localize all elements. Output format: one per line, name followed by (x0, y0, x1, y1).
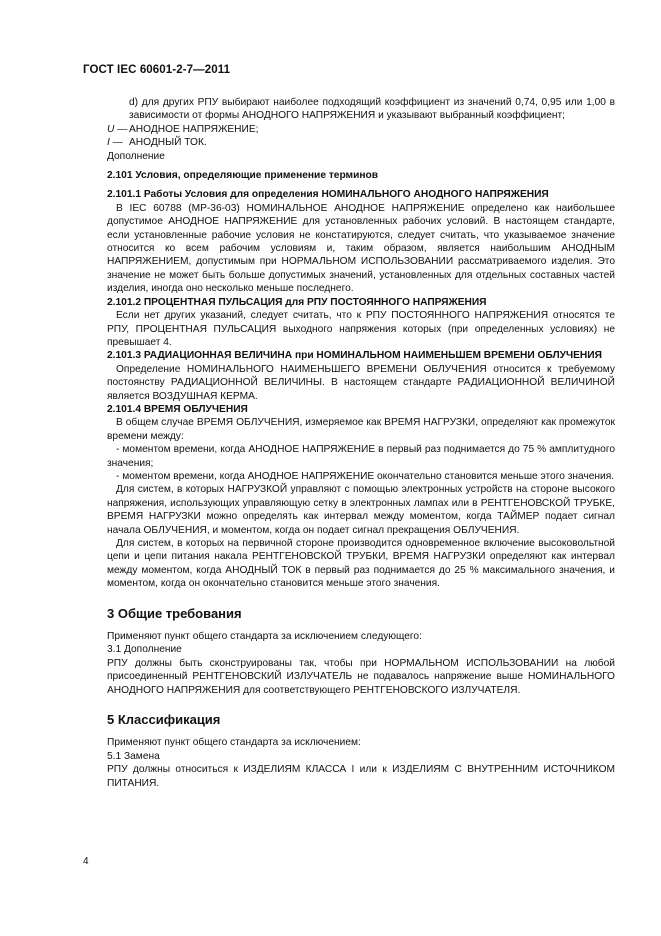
section-2-101-1-text: В IEC 60788 (МР-36-03) НОМИНАЛЬНОЕ АНОДНОЕ НАПРЯЖЕНИЕ определено как наибольшее допустимое АНОДНОЕ НАПРЯЖЕНИЕ для установленных рабочих условий. В настоящем стандарте, если установленные рабочие условия не констатируются, следует считать, что указываемое значение относится ко всем рабочим условиям и, таким образом, является наибольшим АНОДНЫМ НАПРЯЖЕНИЕМ, допустимым при НОРМАЛЬНОМ ИСПОЛЬЗОВАНИИ рассматриваемого изделия. Это значение не может быть больше допустимых значений, установленных для отдельных составных частей изделия, иногда оно несколько меньше последнего. (107, 202, 615, 295)
section-2-101-4-para-1: В общем случае ВРЕМЯ ОБЛУЧЕНИЯ, измеряемое как ВРЕМЯ НАГРУЗКИ, определяют как промежуток времени между: (107, 417, 615, 442)
symbol-label: U — (107, 123, 128, 135)
symbol-label: I — (107, 137, 123, 149)
section-5-title: 5 Классификация (107, 712, 221, 728)
section-2-101-4-para-2: - моментом времени, когда АНОДНОЕ НАПРЯЖЕНИЕ в первый раз поднимается до 75 % амплитудного значения; (107, 444, 615, 469)
section-2-101-3-text: Определение НОМИНАЛЬНОГО НАИМЕНЬШЕГО ВРЕМЕНИ ОБЛУЧЕНИЯ относится к требуемому постоянству РАДИАЦИОННОЙ ВЕЛИЧИНЫ. В настоящем стандарте РАДИАЦИОННОЙ ВЕЛИЧИНОЙ является ВОЗДУШНАЯ КЕРМА. (107, 363, 615, 402)
section-3-1-title: 3.1 Дополнение (107, 644, 182, 656)
section-5-1-text: РПУ должны относиться к ИЗДЕЛИЯМ КЛАССА I или к ИЗДЕЛИЯМ С ВНУТРЕННИМ ИСТОЧНИКОМ ПИТАНИЯ. (107, 764, 615, 789)
section-3-para-1: Применяют пункт общего стандарта за исключением следующего: (107, 631, 422, 643)
section-2-101-4-para-5: Для систем, в которых на первичной стороне производится одновременное включение высоковольтной цепи и цепи питания накала РЕНТГЕНОВСКОЙ ТРУБКИ, ВРЕМЯ НАГРУЗКИ определяют как интервал между моментом, когда АНОДНЫЙ ТОК в первый раз поднимается до 25 % максимального значения, и моментом, когда он окончательно становится меньше этого значения. (107, 538, 615, 590)
section-3-title: 3 Общие требования (107, 605, 242, 621)
section-2-101-4-para-4: Для систем, в которых НАГРУЗКОЙ управляют с помощью электронных устройств на стороне высокого напряжения, использующих управляющую сетку в электронных лампах или в РЕНТГЕНОВСКОЙ ТРУБКЕ, ВРЕМЯ НАГРУЗКИ можно определять как интервал между моментом, когда ТАЙМЕР подает сигнал начала ОБЛУЧЕНИЯ, и моментом, когда он подает сигнал прекращения ОБЛУЧЕНИЯ. (107, 484, 615, 536)
section-2-101-1-title: 2.101.1 Работы Условия для определения НОМИНАЛЬНОГО АНОДНОГО НАПРЯЖЕНИЯ (107, 189, 549, 201)
symbol-definition-i (107, 136, 615, 149)
section-2-101-3-title: 2.101.3 РАДИАЦИОННАЯ ВЕЛИЧИНА при НОМИНАЛЬНОМ НАИМЕНЬШЕМ ВРЕМЕНИ ОБЛУЧЕНИЯ (107, 350, 602, 362)
section-5-1-title: 5.1 Замена (107, 750, 160, 762)
section-2-101-4-title: 2.101.4 ВРЕМЯ ОБЛУЧЕНИЯ (107, 403, 248, 415)
section-2-101-2-title: 2.101.2 ПРОЦЕНТНАЯ ПУЛЬСАЦИЯ для РПУ ПОСТОЯННОГО НАПРЯЖЕНИЯ (107, 296, 487, 308)
symbol-text: АНОДНОЕ НАПРЯЖЕНИЕ; (129, 123, 259, 135)
symbol-text: АНОДНЫЙ ТОК. (129, 137, 207, 149)
section-2-101-4-para-3: - моментом времени, когда АНОДНОЕ НАПРЯЖЕНИЕ окончательно становится меньше этого значения. (116, 470, 615, 482)
addition-label: Дополнение (107, 150, 165, 162)
document-header: ГОСТ IEC 60601-2-7—2011 (83, 64, 231, 76)
document-body (107, 96, 615, 790)
section-2-101-2-text: Если нет других указаний, следует считать, что к РПУ ПОСТОЯННОГО НАПРЯЖЕНИЯ относятся те РПУ, ПРОЦЕНТНАЯ ПУЛЬСАЦИЯ выходного напряжения которых (при определенных условиях) не превышает 4. (107, 310, 615, 348)
section-2-101-title: 2.101 Условия, определяющие применение терминов (107, 170, 378, 182)
section-3-1-text: РПУ должны быть сконструированы так, чтобы при НОРМАЛЬНОМ ИСПОЛЬЗОВАНИИ на любой присоединенный РЕНТГЕНОВСКИЙ ИЗЛУЧАТЕЛЬ не подавалось напряжение выше НОМИНАЛЬНОГО АНОДНОГО НАПРЯЖЕНИЯ для соответствующего РЕНТГЕНОВСКОГО ИЗЛУЧАТЕЛЯ. (107, 657, 615, 696)
section-5-para-1: Применяют пункт общего стандарта за исключением: (107, 737, 361, 749)
list-item-d: d) для других РПУ выбирают наиболее подходящий коэффициент из значений 0,74, 0,95 или 1,00 в зависимости от формы АНОДНОГО НАПРЯЖЕНИЯ и указывают выбранный коэффициент; (129, 97, 615, 122)
symbol-definition-u (107, 123, 615, 136)
page-number: 4 (83, 856, 89, 867)
